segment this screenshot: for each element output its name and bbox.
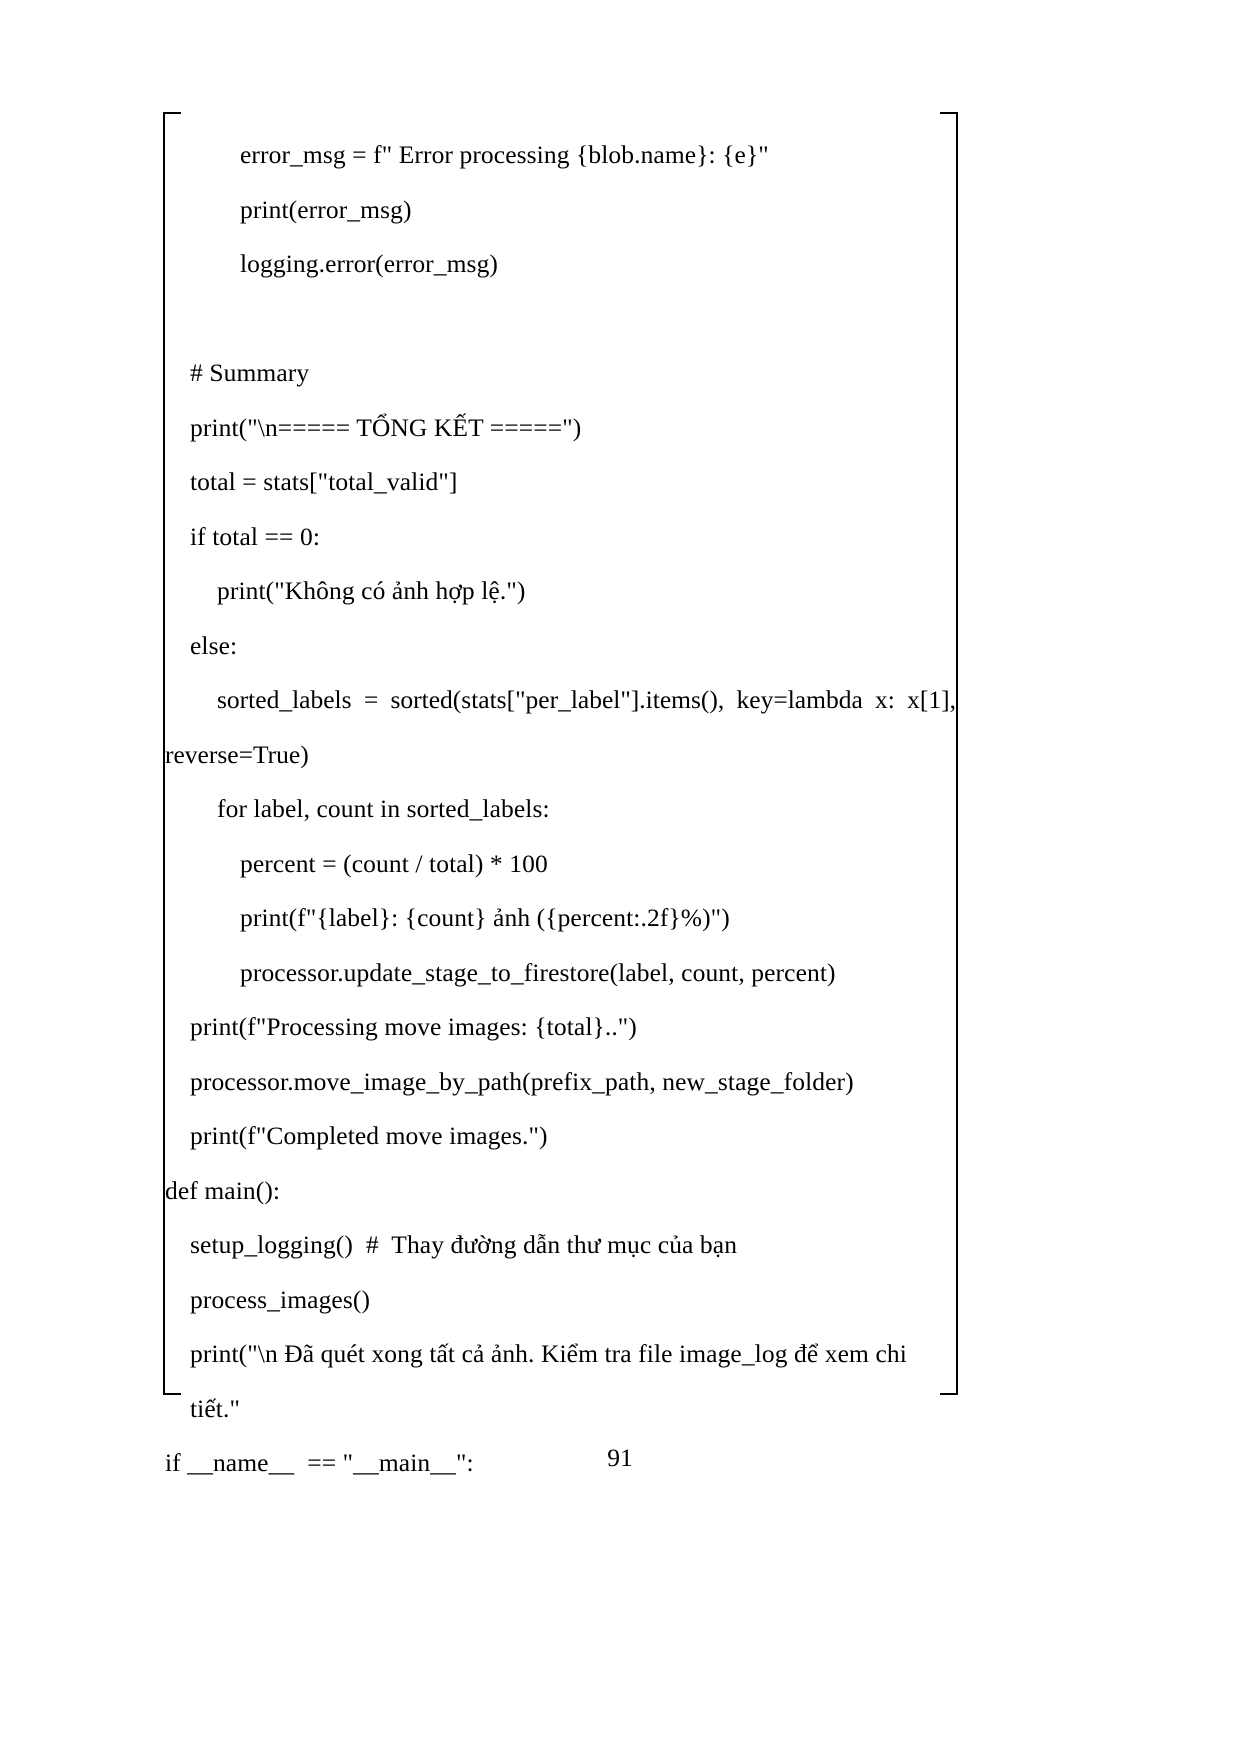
- code-line: else:: [190, 630, 238, 660]
- code-line: error_msg = f" Error processing {blob.name}: {e}": [240, 140, 769, 169]
- code-line: if total == 0:: [190, 521, 321, 551]
- code-line: process_images(): [190, 1284, 371, 1314]
- code-line: print(f"{label}: {count} ảnh ({percent:.2f}%)"): [240, 903, 730, 932]
- code-line: print("\n Đã quét xong tất cả ảnh. Kiểm tra file image_log để xem chi tiết.": [190, 1339, 914, 1423]
- code-line: print(error_msg): [240, 194, 412, 224]
- code-line: total = stats["total_valid"]: [190, 467, 458, 496]
- page-number: 91: [607, 1443, 633, 1472]
- code-line-justified-first: sorted_labels = sorted(stats["per_label"].items(), key=lambda x: x[1],: [217, 685, 956, 714]
- code-line: processor.move_image_by_path(prefix_path, new_stage_folder): [190, 1066, 854, 1096]
- code-line-justified-second: reverse=True): [165, 739, 309, 769]
- code-line-comment: # Summary: [190, 358, 310, 387]
- code-line: print("\n===== TỔNG KẾT ====="): [190, 412, 582, 442]
- code-line: print("Không có ảnh hợp lệ."): [217, 576, 526, 605]
- code-line-def-main: def main():: [165, 1175, 281, 1205]
- code-line-main-guard: if __name__ == "__main__":: [165, 1448, 474, 1477]
- code-line-justified: [165, 673, 956, 782]
- code-line: setup_logging() # Thay đường dẫn thư mục của bạn: [190, 1230, 738, 1259]
- code-blank-line: [165, 292, 956, 347]
- code-line: for label, count in sorted_labels:: [217, 794, 550, 823]
- code-line: print(f"Completed move images."): [190, 1121, 548, 1150]
- code-line: print(f"Processing move images: {total}.."): [190, 1012, 637, 1041]
- code-line: percent = (count / total) * 100: [240, 848, 548, 878]
- frame-right-border: [956, 112, 958, 1395]
- code-line: logging.error(error_msg): [240, 249, 499, 278]
- code-line: processor.update_stage_to_firestore(label, count, percent): [240, 957, 836, 987]
